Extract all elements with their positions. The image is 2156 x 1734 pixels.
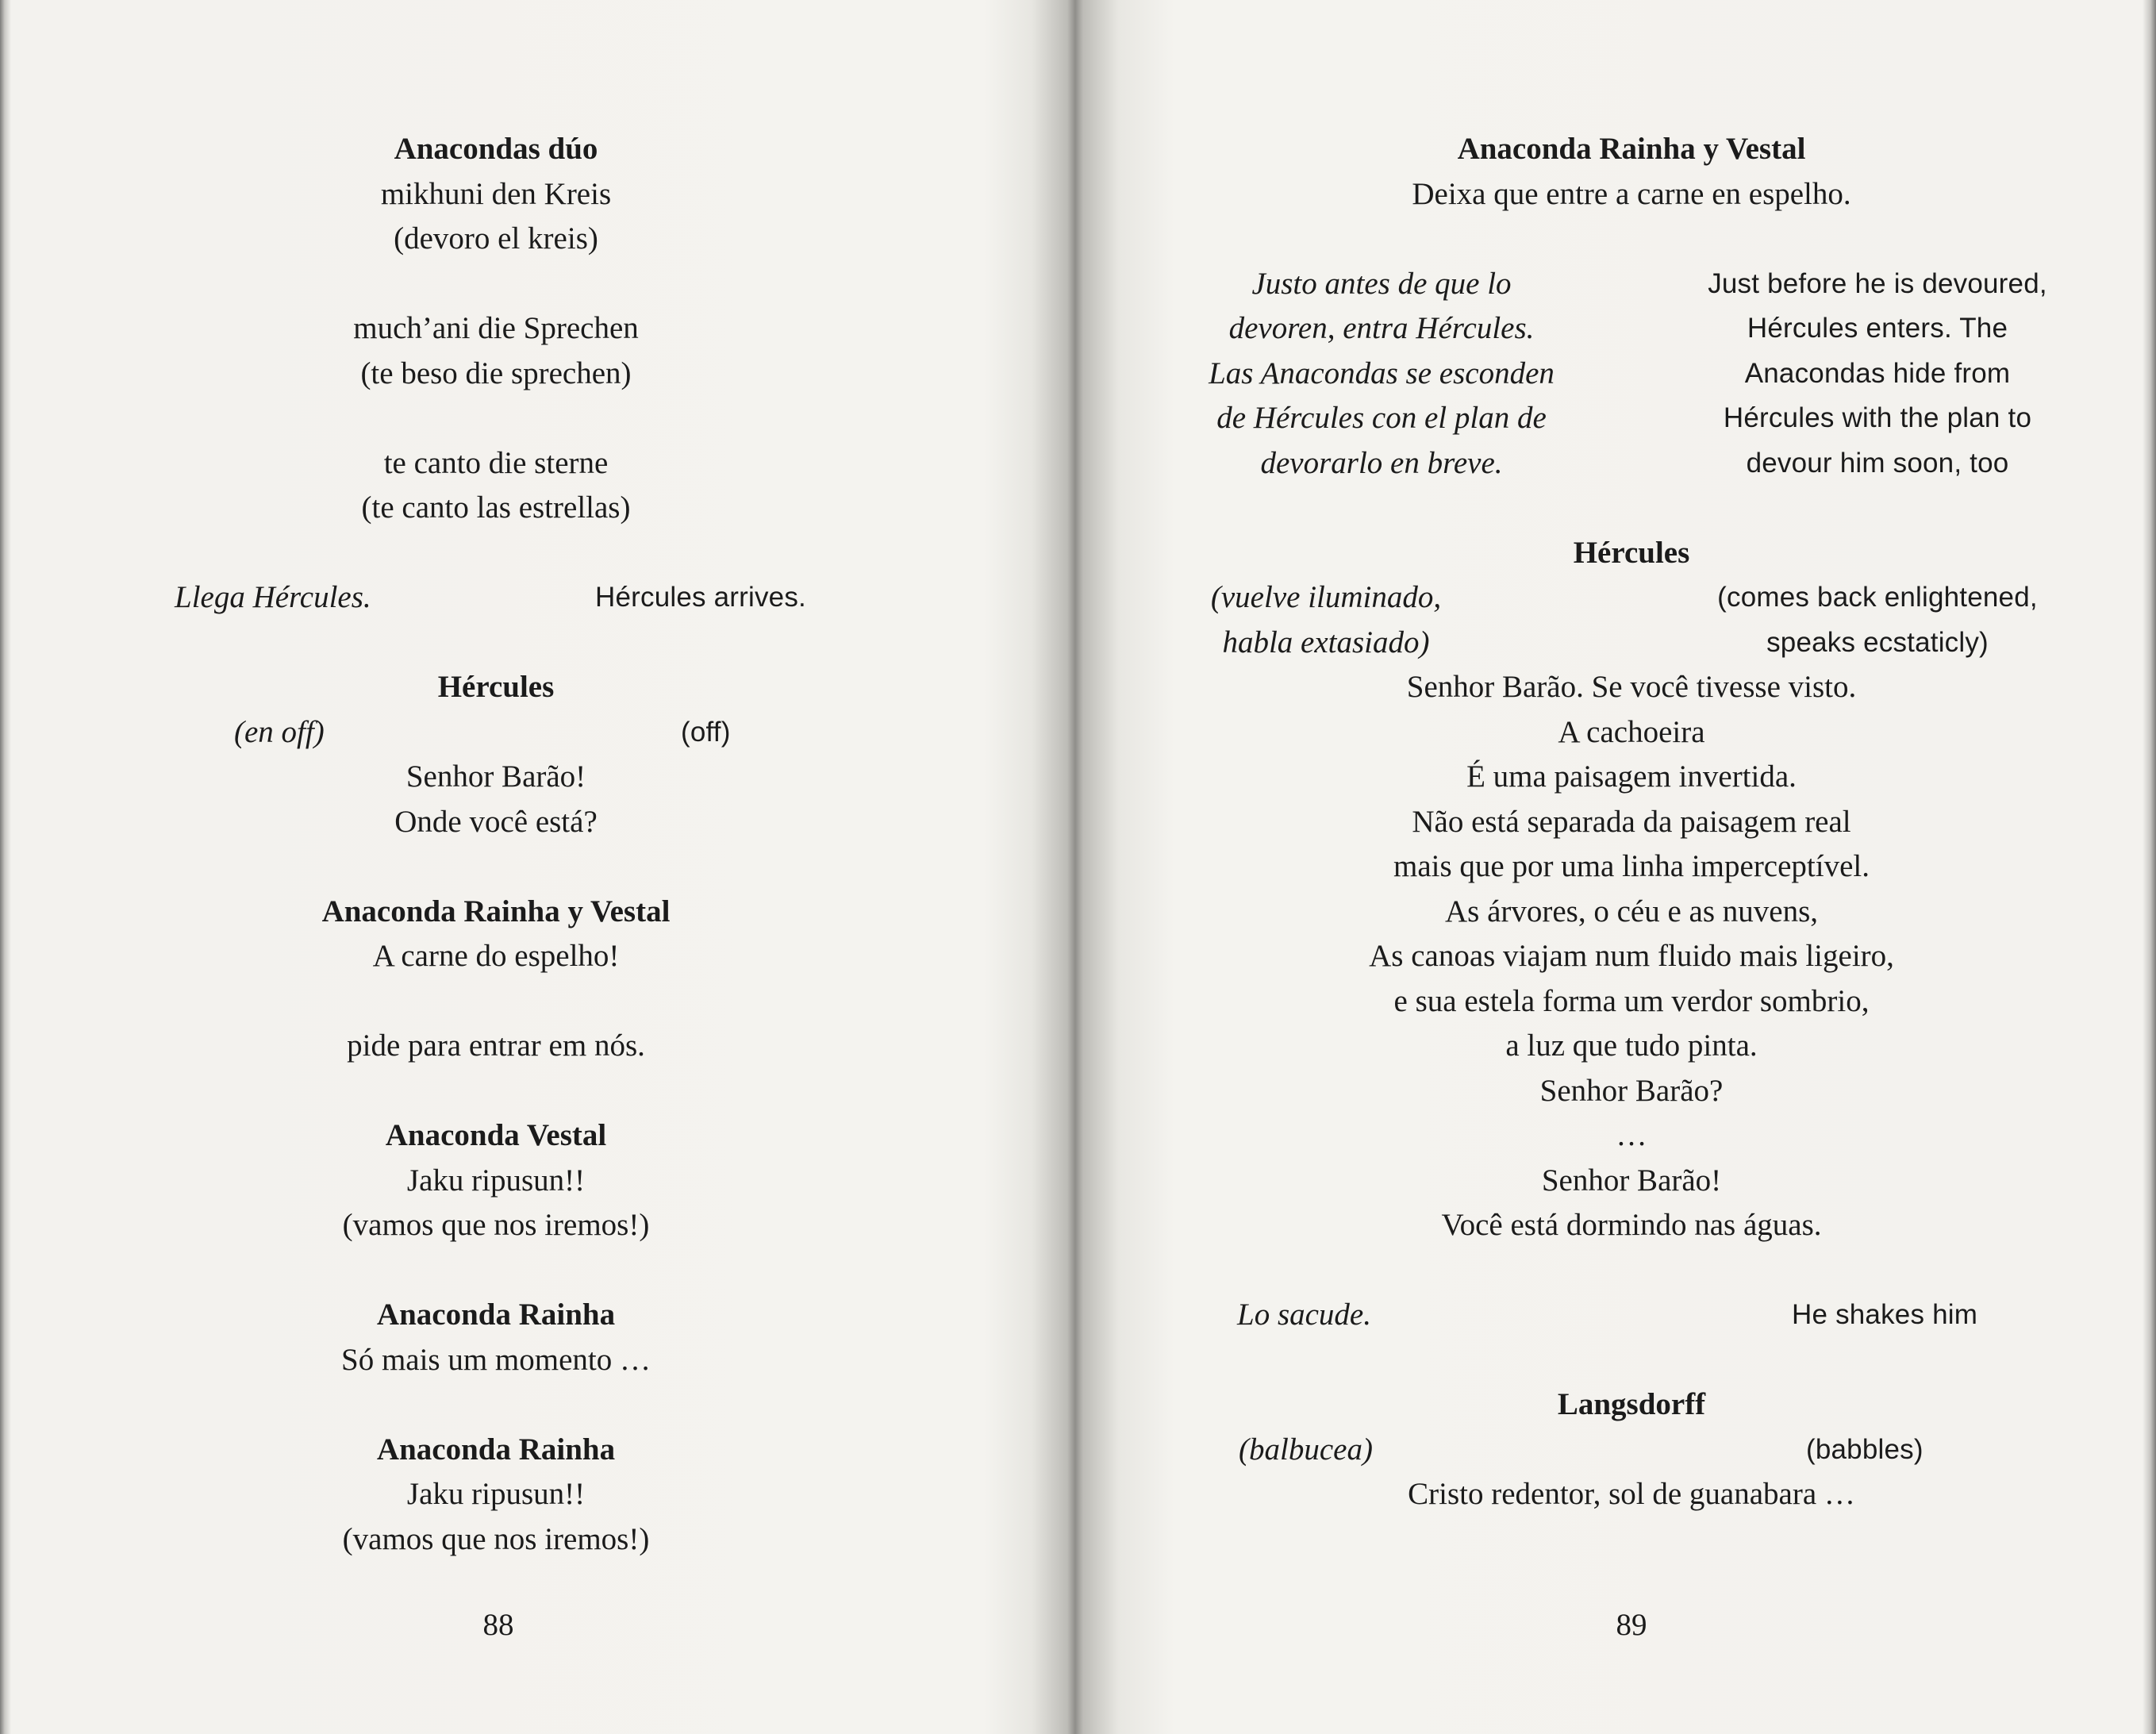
right-page (1080, 0, 2156, 1734)
stage-direction-english: Hércules arrives. (595, 582, 806, 613)
stage-direction-spanish: (en off) (234, 714, 325, 749)
page-number: 89 (1616, 1608, 1647, 1642)
dialogue-line: Senhor Barão! (405, 759, 586, 794)
dialogue-line: (te beso die sprechen) (360, 356, 632, 390)
stage-direction-spanish: (vuelve iluminado, (1210, 580, 1442, 614)
stage-direction-pair (1136, 262, 2127, 307)
dialogue-line: e sua estela forma um verdor sombrio, (1393, 983, 1870, 1018)
stage-direction-pair (167, 575, 825, 621)
stage-direction-spanish: Lo sacude. (1237, 1298, 1371, 1332)
dialogue-line: (te canto las estrellas) (361, 490, 631, 525)
stage-direction-english: Hércules with the plan to (1723, 402, 2032, 433)
dialogue-line: (vamos que nos iremos!) (342, 1521, 650, 1556)
dialogue-line: … (1616, 1118, 1647, 1152)
stage-direction-english: speaks ecstaticly) (1766, 626, 1989, 658)
dialogue-line: Jaku ripusun!! (406, 1477, 586, 1511)
dialogue-line: Você está dormindo nas águas. (1441, 1208, 1822, 1242)
stage-direction-spanish: de Hércules con el plan de (1216, 401, 1547, 435)
dialogue-line: mikhuni den Kreis (380, 176, 612, 211)
dialogue-line: much’ani die Sprechen (353, 311, 639, 345)
dialogue-line: mais que por uma linha imperceptível. (1393, 849, 1870, 883)
stage-direction-english: He shakes him (1792, 1299, 1978, 1330)
left-page (0, 0, 1076, 1734)
stage-direction-english: (off) (681, 716, 731, 748)
stage-direction-pair (1136, 352, 2127, 397)
stage-direction-pair (1136, 441, 2127, 486)
speaker-name: Anaconda Rainha (376, 1432, 616, 1467)
dialogue-line: Deixa que entre a carne en espelho. (1412, 176, 1851, 211)
speaker-name: Langsdorff (1557, 1387, 1706, 1421)
stage-direction-pair (1136, 396, 2127, 441)
dialogue-line: (devoro el kreis) (394, 221, 598, 256)
stage-direction-pair (167, 710, 825, 756)
dialogue-line: A carne do espelho! (372, 939, 620, 973)
dialogue-line: Onde você está? (394, 804, 598, 839)
stage-direction-pair (1136, 575, 2127, 621)
stage-direction-spanish: Justo antes de que lo (1251, 266, 1512, 301)
dialogue-line: É uma paisagem invertida. (1466, 759, 1797, 794)
stage-direction-spanish: devorarlo en breve. (1260, 445, 1503, 480)
dialogue-line: As canoas viajam num fluido mais ligeiro, (1369, 939, 1894, 973)
stage-direction-english: Hércules enters. The (1747, 313, 2008, 344)
stage-direction-english: devour him soon, too (1746, 447, 2009, 479)
stage-direction-english: (babbles) (1806, 1433, 1923, 1465)
speaker-name: Hércules (1573, 535, 1690, 570)
dialogue-line: Cristo redentor, sol de guanabara … (1408, 1477, 1855, 1511)
stage-direction-english: Anacondas hide from (1744, 357, 2011, 389)
dialogue-line: (vamos que nos iremos!) (342, 1208, 650, 1242)
speaker-name: Anaconda Rainha y Vestal (1457, 132, 1806, 166)
speaker-name: Anaconda Vestal (385, 1118, 607, 1152)
stage-direction-pair (1136, 621, 2127, 666)
stage-direction-english: (comes back enlightened, (1717, 582, 2038, 613)
page-number: 88 (482, 1608, 514, 1642)
dialogue-line: te canto die sterne (383, 445, 609, 480)
right-text-column (1136, 127, 2127, 1517)
stage-direction-pair (1136, 1293, 2127, 1338)
speaker-name: Hércules (437, 670, 555, 704)
dialogue-line: Não está separada da paisagem real (1412, 804, 1851, 839)
speaker-name: Anacondas dúo (394, 132, 598, 166)
stage-direction-spanish: Llega Hércules. (175, 580, 371, 614)
dialogue-line: As árvores, o céu e as nuvens, (1444, 894, 1819, 929)
dialogue-line: Senhor Barão! (1541, 1163, 1722, 1198)
dialogue-line: a luz que tudo pinta. (1505, 1028, 1758, 1063)
dialogue-line: Senhor Barão. Se você tivesse visto. (1406, 670, 1857, 704)
stage-direction-pair (1136, 1428, 2127, 1473)
stage-direction-english: Just before he is devoured, (1708, 267, 2047, 299)
dialogue-line: Senhor Barão? (1539, 1073, 1724, 1108)
left-text-column (167, 127, 825, 1562)
dialogue-line: Jaku ripusun!! (406, 1163, 586, 1198)
stage-direction-spanish: habla extasiado) (1222, 625, 1430, 659)
stage-direction-spanish: devoren, entra Hércules. (1228, 311, 1535, 345)
speaker-name: Anaconda Rainha y Vestal (321, 894, 671, 929)
dialogue-line: Só mais um momento … (341, 1342, 651, 1377)
dialogue-line: A cachoeira (1558, 714, 1705, 749)
stage-direction-spanish: Las Anacondas se esconden (1209, 356, 1555, 390)
stage-direction-pair (1136, 306, 2127, 352)
dialogue-line: pide para entrar em nós. (347, 1028, 645, 1063)
speaker-name: Anaconda Rainha (376, 1298, 616, 1332)
stage-direction-spanish: (balbucea) (1239, 1432, 1373, 1467)
